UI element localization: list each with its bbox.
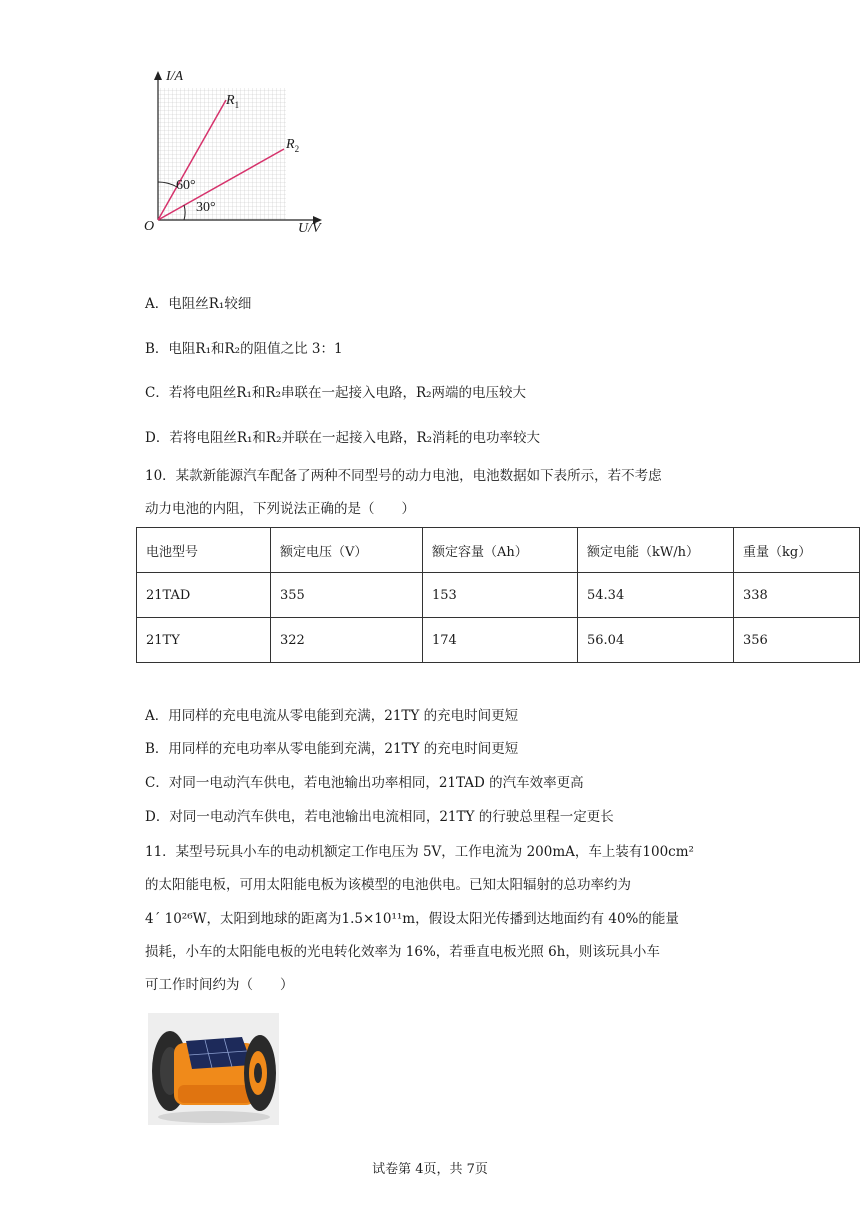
q10-option-b: B．用同样的充电功率从零电能到充满，21TY 的充电时间更短 (145, 741, 519, 757)
toy-car-image (148, 1013, 279, 1125)
q9-option-d: D．若将电阻丝R₁和R₂并联在一起接入电路，R₂消耗的电功率较大 (145, 430, 541, 446)
q10-option-d: D．对同一电动汽车供电，若电池输出电流相同，21TY 的行驶总里程一定更长 (145, 809, 614, 825)
table-header-cell: 额定电压（V） (271, 528, 423, 573)
table-cell: 21TY (137, 618, 271, 663)
table-cell: 338 (734, 573, 860, 618)
q10-option-c: C．对同一电动汽车供电，若电池输出功率相同，21TAD 的汽车效率更高 (145, 775, 584, 791)
q9-option-c: C．若将电阻丝R₁和R₂串联在一起接入电路，R₂两端的电压较大 (145, 385, 527, 401)
table-cell: 56.04 (578, 618, 734, 663)
r1-label (226, 94, 239, 110)
table-cell: 153 (423, 573, 578, 618)
table-cell: 174 (423, 618, 578, 663)
table-header-cell: 额定电能（kW/h） (578, 528, 734, 573)
table-row (137, 573, 860, 618)
iu-graph (140, 66, 340, 246)
table-cell: 356 (734, 618, 860, 663)
iu-graph-svg (140, 66, 340, 246)
table-cell: 355 (271, 573, 423, 618)
table-header-row (137, 528, 860, 573)
table-row (137, 618, 860, 663)
r2-label (286, 138, 299, 154)
q11-stem-line1: 11．某型号玩具小车的电动机额定工作电压为 5V，工作电流为 200mA，车上装有100cm² (145, 844, 694, 860)
q11-stem-line5: 可工作时间约为（ ） (145, 977, 294, 993)
angle-30-label: 30° (196, 200, 216, 215)
angle-60-label: 60° (176, 178, 196, 193)
q11-stem-line4: 损耗，小车的太阳能电板的光电转化效率为 16%，若垂直电板光照 6h，则该玩具小车 (145, 944, 660, 960)
r2-sub: 2 (294, 143, 300, 154)
table-header-cell: 额定容量（Ah） (423, 528, 578, 573)
r1-letter: R (226, 93, 235, 108)
table-cell: 322 (271, 618, 423, 663)
q10-stem-line1: 10．某款新能源汽车配备了两种不同型号的动力电池，电池数据如下表所示，若不考虑 (145, 468, 662, 484)
q11-stem-line3: 4´ 10²⁶W，太阳到地球的距离为1.5×10¹¹m，假设太阳光传播到达地面约有 40%的能量 (145, 911, 679, 927)
toy-car-svg (148, 1013, 279, 1125)
origin-label: O (144, 219, 155, 234)
table-cell: 21TAD (137, 573, 271, 618)
table-cell: 54.34 (578, 573, 734, 618)
q9-option-b: B．电阻R₁和R₂的阻值之比 3：1 (145, 341, 343, 357)
q10-option-a: A．用同样的充电电流从零电能到充满，21TY 的充电时间更短 (145, 708, 519, 724)
x-axis-label: U/V (298, 221, 321, 236)
battery-table (136, 527, 860, 663)
r1-sub: 1 (234, 99, 240, 110)
y-axis-label: I/A (166, 69, 184, 84)
q9-option-a: A．电阻丝R₁较细 (145, 296, 252, 312)
page-footer: 试卷第 4页，共 7页 (372, 1162, 488, 1177)
table-header-cell: 重量（kg） (734, 528, 860, 573)
q10-stem-line2: 动力电池的内阻，下列说法正确的是（ ） (145, 501, 415, 517)
y-axis-arrow (154, 71, 162, 80)
r2-letter: R (286, 137, 295, 152)
q11-stem-line2: 的太阳能电板，可用太阳能电板为该模型的电池供电。已知太阳辐射的总功率约为 (145, 877, 631, 893)
table-header-cell: 电池型号 (137, 528, 271, 573)
